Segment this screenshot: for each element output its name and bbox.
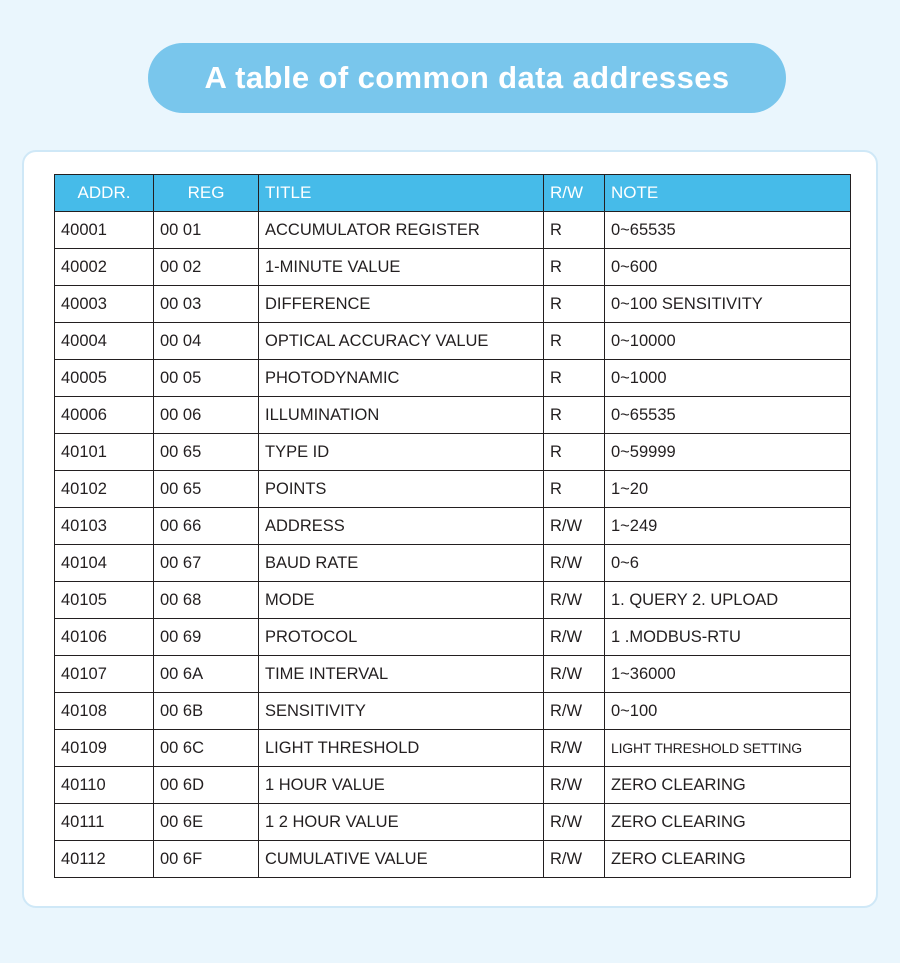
cell-reg: 00 6D xyxy=(154,767,259,804)
cell-addr: 40110 xyxy=(55,767,154,804)
cell-rw: R xyxy=(544,323,605,360)
cell-note: ZERO CLEARING xyxy=(605,804,851,841)
cell-addr: 40001 xyxy=(55,212,154,249)
cell-addr: 40002 xyxy=(55,249,154,286)
cell-reg: 00 03 xyxy=(154,286,259,323)
cell-rw: R xyxy=(544,471,605,508)
cell-title: 1 2 HOUR VALUE xyxy=(259,804,544,841)
cell-addr: 40006 xyxy=(55,397,154,434)
cell-reg: 00 04 xyxy=(154,323,259,360)
table-row xyxy=(55,397,851,434)
column-header-rw: R/W xyxy=(544,175,605,212)
column-header-reg: REG xyxy=(154,175,259,212)
cell-reg: 00 6F xyxy=(154,841,259,878)
cell-rw: R xyxy=(544,212,605,249)
table-row xyxy=(55,656,851,693)
cell-reg: 00 67 xyxy=(154,545,259,582)
table-row xyxy=(55,286,851,323)
cell-note: 1 .MODBUS-RTU xyxy=(605,619,851,656)
register-table xyxy=(54,174,851,878)
cell-rw: R/W xyxy=(544,582,605,619)
table-row xyxy=(55,619,851,656)
table-row xyxy=(55,582,851,619)
cell-title: ADDRESS xyxy=(259,508,544,545)
column-header-title: TITLE xyxy=(259,175,544,212)
cell-note: 0~59999 xyxy=(605,434,851,471)
table-row xyxy=(55,804,851,841)
cell-title: TIME INTERVAL xyxy=(259,656,544,693)
cell-addr: 40004 xyxy=(55,323,154,360)
table-row xyxy=(55,767,851,804)
table-header xyxy=(55,175,851,212)
cell-title: TYPE ID xyxy=(259,434,544,471)
cell-addr: 40104 xyxy=(55,545,154,582)
table-row xyxy=(55,360,851,397)
cell-note: 0~65535 xyxy=(605,212,851,249)
cell-reg: 00 6B xyxy=(154,693,259,730)
cell-title: ILLUMINATION xyxy=(259,397,544,434)
table-row xyxy=(55,730,851,767)
cell-title: DIFFERENCE xyxy=(259,286,544,323)
cell-reg: 00 6A xyxy=(154,656,259,693)
cell-title: ACCUMULATOR REGISTER xyxy=(259,212,544,249)
cell-addr: 40109 xyxy=(55,730,154,767)
cell-reg: 00 66 xyxy=(154,508,259,545)
cell-rw: R/W xyxy=(544,767,605,804)
cell-title: SENSITIVITY xyxy=(259,693,544,730)
column-header-addr: ADDR. xyxy=(55,175,154,212)
cell-rw: R/W xyxy=(544,508,605,545)
cell-title: OPTICAL ACCURACY VALUE xyxy=(259,323,544,360)
table-row xyxy=(55,471,851,508)
table-row xyxy=(55,212,851,249)
cell-addr: 40103 xyxy=(55,508,154,545)
cell-note: ZERO CLEARING xyxy=(605,841,851,878)
cell-reg: 00 05 xyxy=(154,360,259,397)
page-title: A table of common data addresses xyxy=(204,60,730,95)
cell-addr: 40102 xyxy=(55,471,154,508)
table-header-row xyxy=(55,175,851,212)
cell-note: 1~20 xyxy=(605,471,851,508)
cell-reg: 00 01 xyxy=(154,212,259,249)
cell-addr: 40108 xyxy=(55,693,154,730)
column-header-note: NOTE xyxy=(605,175,851,212)
table-row xyxy=(55,434,851,471)
cell-addr: 40106 xyxy=(55,619,154,656)
cell-title: PHOTODYNAMIC xyxy=(259,360,544,397)
cell-addr: 40107 xyxy=(55,656,154,693)
cell-note: 0~100 xyxy=(605,693,851,730)
table-row xyxy=(55,693,851,730)
cell-addr: 40003 xyxy=(55,286,154,323)
table-row xyxy=(55,323,851,360)
cell-reg: 00 02 xyxy=(154,249,259,286)
cell-rw: R xyxy=(544,397,605,434)
cell-title: BAUD RATE xyxy=(259,545,544,582)
cell-title: 1-MINUTE VALUE xyxy=(259,249,544,286)
cell-rw: R/W xyxy=(544,730,605,767)
cell-addr: 40105 xyxy=(55,582,154,619)
cell-reg: 00 65 xyxy=(154,471,259,508)
cell-note: 0~1000 xyxy=(605,360,851,397)
cell-reg: 00 06 xyxy=(154,397,259,434)
cell-note: ZERO CLEARING xyxy=(605,767,851,804)
table-row xyxy=(55,841,851,878)
cell-note: 0~6 xyxy=(605,545,851,582)
cell-title: LIGHT THRESHOLD xyxy=(259,730,544,767)
cell-rw: R/W xyxy=(544,545,605,582)
cell-rw: R/W xyxy=(544,619,605,656)
cell-note: 1. QUERY 2. UPLOAD xyxy=(605,582,851,619)
cell-rw: R/W xyxy=(544,656,605,693)
cell-reg: 00 69 xyxy=(154,619,259,656)
cell-title: POINTS xyxy=(259,471,544,508)
cell-note: 0~600 xyxy=(605,249,851,286)
cell-reg: 00 65 xyxy=(154,434,259,471)
cell-reg: 00 68 xyxy=(154,582,259,619)
cell-note: 0~100 SENSITIVITY xyxy=(605,286,851,323)
cell-note: LIGHT THRESHOLD SETTING xyxy=(605,730,851,767)
cell-note: 0~65535 xyxy=(605,397,851,434)
cell-title: 1 HOUR VALUE xyxy=(259,767,544,804)
cell-rw: R/W xyxy=(544,841,605,878)
table-row xyxy=(55,508,851,545)
cell-addr: 40112 xyxy=(55,841,154,878)
table-row xyxy=(55,545,851,582)
cell-addr: 40101 xyxy=(55,434,154,471)
table-row xyxy=(55,249,851,286)
cell-title: MODE xyxy=(259,582,544,619)
cell-note: 0~10000 xyxy=(605,323,851,360)
cell-rw: R xyxy=(544,360,605,397)
cell-rw: R/W xyxy=(544,693,605,730)
cell-addr: 40111 xyxy=(55,804,154,841)
table-card xyxy=(22,150,878,908)
cell-rw: R/W xyxy=(544,804,605,841)
cell-rw: R xyxy=(544,249,605,286)
register-table-wrapper xyxy=(54,174,850,878)
cell-reg: 00 6C xyxy=(154,730,259,767)
cell-title: CUMULATIVE VALUE xyxy=(259,841,544,878)
cell-title: PROTOCOL xyxy=(259,619,544,656)
table-body xyxy=(55,212,851,878)
cell-note: 1~36000 xyxy=(605,656,851,693)
cell-note: 1~249 xyxy=(605,508,851,545)
cell-rw: R xyxy=(544,434,605,471)
cell-addr: 40005 xyxy=(55,360,154,397)
page-title-banner xyxy=(148,43,786,113)
cell-reg: 00 6E xyxy=(154,804,259,841)
cell-rw: R xyxy=(544,286,605,323)
